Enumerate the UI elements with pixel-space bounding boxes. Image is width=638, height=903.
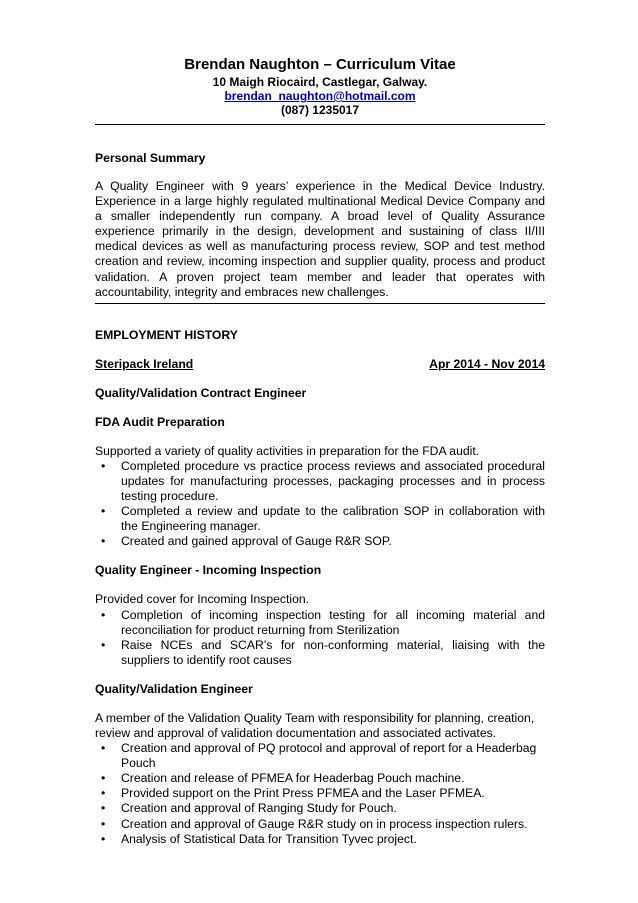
list-item: • Completion of incoming inspection testing for all incoming material and reconciliation for product returning from Sterilization [95, 608, 545, 638]
cv-page [95, 56, 545, 847]
bullet-list [95, 459, 545, 550]
list-item: • Provided support on the Print Press PFMEA and the Laser PFMEA. [95, 786, 545, 801]
list-item: • Completed procedure vs practice process reviews and associated procedural updates for manufacturing processes, packaging processes and in process testing procedure. [95, 459, 545, 504]
summary-text: A Quality Engineer with 9 years’ experience in the Medical Device Industry. Experience in a large highly regulated multinational Medical Device Company and a smaller independently run company. A broad level of Quality Assurance experience primarily in the design, development and sustaining of class II/III medical devices as well as manufacturing process review, SOP and test method creation and review, incoming inspection and supplier quality, process and product validation. A proven project team member and leader that operates with accountability, integrity and embraces new challenges. [95, 179, 545, 299]
section-intro: Supported a variety of quality activities in preparation for the FDA audit. [95, 443, 480, 458]
address: 10 Maigh Riocaird, Castlegar, Galway. [212, 75, 428, 89]
section-title: FDA Audit Preparation [95, 414, 225, 429]
list-item: • Completed a review and update to the calibration SOP in collaboration with the Engineering manager. [95, 504, 545, 534]
section-title: Quality Engineer - Incoming Inspection [95, 563, 322, 578]
list-item: • Created and gained approval of Gauge R&R SOP. [95, 534, 545, 549]
list-item: • Creation and approval of Gauge R&R study on in process inspection rulers. [95, 817, 545, 832]
section-intro: Provided cover for Incoming Inspection. [95, 592, 310, 607]
employment-heading: EMPLOYMENT HISTORY [95, 327, 238, 342]
phone-number: (087) 1235017 [280, 103, 360, 117]
summary-heading: Personal Summary [95, 151, 206, 165]
section-title: Quality/Validation Engineer [95, 681, 253, 696]
list-item: • Analysis of Statistical Data for Transition Tyvec project. [95, 832, 545, 847]
list-item: • Raise NCEs and SCAR’s for non-conforming material, liaising with the suppliers to identify root causes [95, 638, 545, 668]
list-item: • Creation and approval of Ranging Study for Pouch. [95, 801, 545, 816]
employment-dates: Apr 2014 - Nov 2014 [429, 356, 545, 371]
section-intro: A member of the Validation Quality Team with responsibility for planning, creation, review and approval of validation documentation and associated activates. [95, 710, 535, 740]
bullet-list [95, 608, 545, 668]
list-item: • Creation and approval of PQ protocol and approval of report for a Headerbag Pouch [95, 741, 545, 771]
employer-row [95, 357, 545, 372]
cv-title: Brendan Naughton – Curriculum Vitae [184, 56, 456, 73]
company-name: Steripack Ireland [95, 356, 194, 371]
role-title: Quality/Validation Contract Engineer [95, 385, 307, 400]
email-link[interactable]: brendan_naughton@hotmail.com [224, 89, 416, 103]
list-item: • Creation and release of PFMEA for Headerbag Pouch machine. [95, 771, 545, 786]
bullet-list [95, 741, 545, 847]
